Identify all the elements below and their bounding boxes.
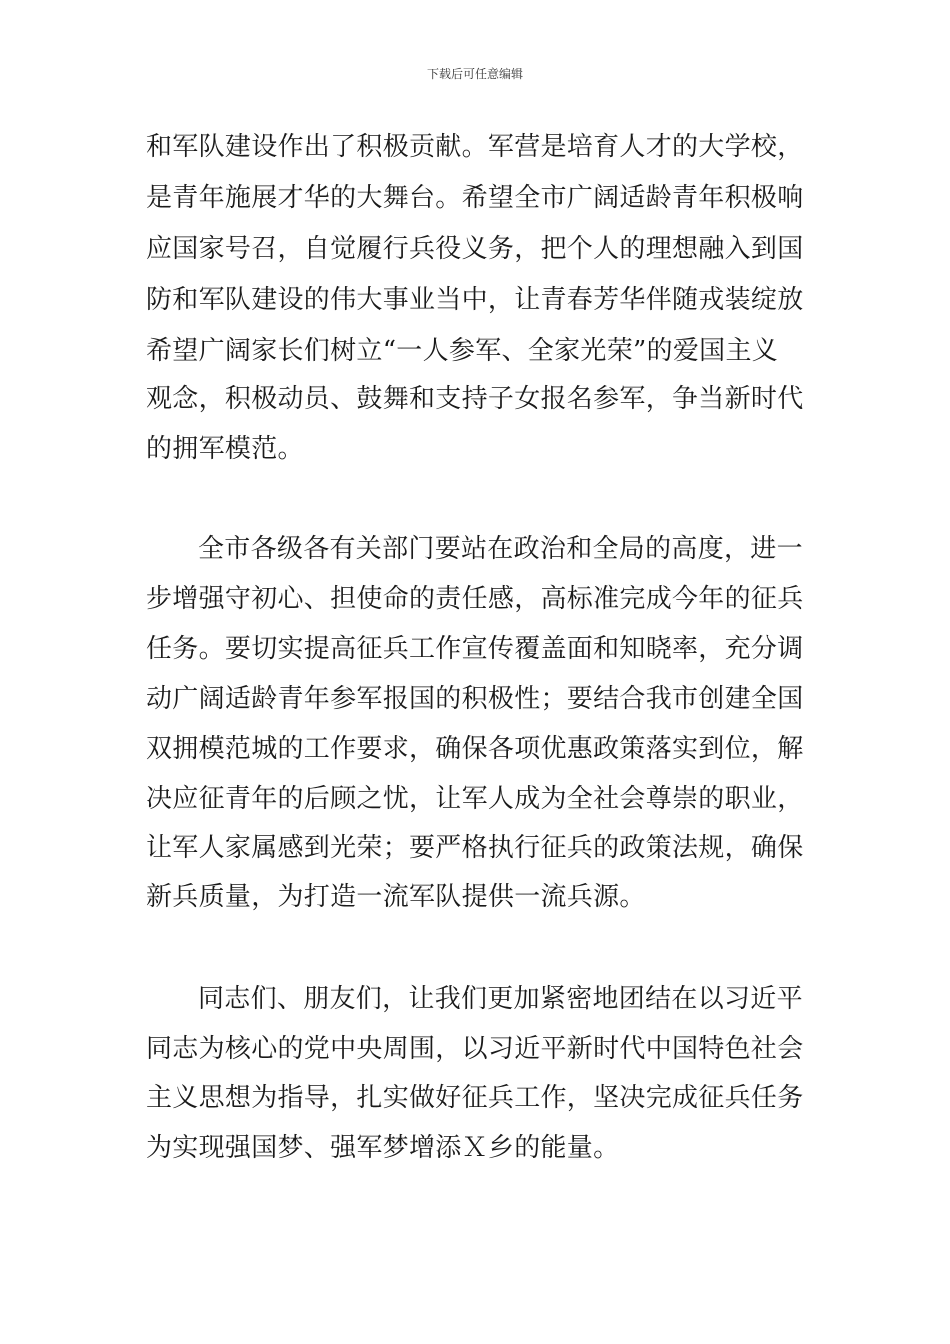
text-line: 观念，积极动员、鼓舞和支持子女报名参军，争当新时代 [146,384,804,414]
text-line: 新兵质量，为打造一流军队提供一流兵源。 [146,882,646,912]
text-line: 让军人家属感到光荣；要严格执行征兵的政策法规，确保 [146,833,804,863]
text-line: 是青年施展才华的大舞台。希望全市广阔适龄青年积极响 [146,183,804,213]
text-line: 决应征青年的后顾之忧，让军人成为全社会尊崇的职业， [146,784,804,814]
text-line: 步增强守初心、担使命的责任感，高标准完成今年的征兵 [146,584,804,614]
text-line: 全市各级各有关部门要站在政治和全局的高度，进一 [198,534,803,564]
page-header: 下载后可任意编辑 [426,67,523,81]
text-line: 应国家号召，自觉履行兵役义务，把个人的理想融入到国 [146,234,804,264]
text-line: 任务。要切实提高征兵工作宣传覆盖面和知晓率，充分调 [146,634,804,664]
text-line: 的拥军模范。 [146,434,304,464]
text-line: 主义思想为指导，扎实做好征兵工作，坚决完成征兵任务 [146,1083,804,1113]
text-line: 双拥模范城的工作要求，确保各项优惠政策落实到位，解 [146,734,804,764]
text-line: 为实现强国梦、强军梦增添Ｘ乡的能量。 [146,1133,620,1163]
text-line: 动广阔适龄青年参军报国的积极性；要结合我市创建全国 [146,684,804,714]
text-line: 防和军队建设的伟大事业当中，让青春芳华伴随戎装绽放 [146,285,804,315]
text-line: 同志们、朋友们，让我们更加紧密地团结在以习近平 [198,984,803,1014]
text-line: 和军队建设作出了积极贡献。军营是培育人才的大学校， [146,132,804,162]
text-line: 希望广阔家长们树立“一人参军、全家光荣”的爱国主义 [146,336,779,366]
text-line: 同志为核心的党中央周围，以习近平新时代中国特色社会 [146,1034,804,1064]
